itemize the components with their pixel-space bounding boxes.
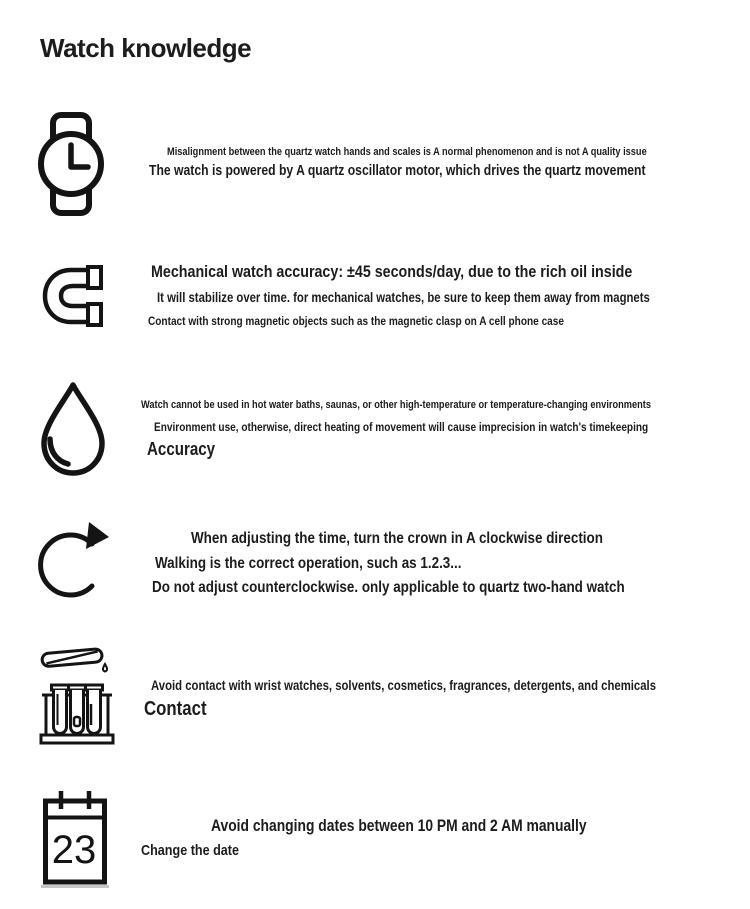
crown-note-line-1: When adjusting the time, turn the crown in A clockwise direction	[191, 530, 603, 547]
calendar-day-number: 23	[51, 828, 97, 872]
calendar-shadow	[41, 885, 109, 888]
chemicals-note-line-1: Avoid contact with wrist watches, solvents, cosmetics, fragrances, detergents, and chemicals	[151, 678, 657, 693]
page-title: Watch knowledge	[40, 33, 252, 63]
calendar-icon	[42, 789, 108, 886]
temperature-note-line-1: Watch cannot be used in hot water baths, saunas, or other high-temperature or temperature-changing environments	[141, 399, 651, 411]
temperature-note-line-2: Environment use, otherwise, direct heating of movement will cause imprecision in watch's timekeeping	[154, 420, 649, 434]
date-note-line-1: Avoid changing dates between 10 PM and 2 AM manually	[211, 817, 587, 835]
crown-note-line-3: Do not adjust counterclockwise. only applicable to quartz two-hand watch	[152, 579, 625, 596]
magnet-icon	[39, 258, 107, 334]
contact-heading: Contact	[144, 698, 207, 720]
magnet-note-line-1: Mechanical watch accuracy: ±45 seconds/day, due to the rich oil inside	[151, 262, 633, 281]
magnet-note-line-2: It will stabilize over time. for mechanical watches, be sure to keep them away from magnets	[157, 290, 650, 305]
test-tubes-icon	[36, 641, 118, 747]
magnet-note-line-3: Contact with strong magnetic objects such as the magnetic clasp on A cell phone case	[148, 314, 564, 328]
quartz-note-line-1: Misalignment between the quartz watch hands and scales is A normal phenomenon and is not A quality issue	[167, 146, 647, 158]
accuracy-heading: Accuracy	[147, 439, 216, 459]
water-drop-icon	[37, 380, 109, 478]
clockwise-rotation-icon	[37, 519, 111, 607]
date-note-line-2: Change the date	[141, 842, 240, 859]
quartz-note-line-2: The watch is powered by A quartz oscillator motor, which drives the quartz movement	[149, 163, 646, 179]
wrist-watch-icon	[35, 112, 107, 216]
crown-note-line-2: Walking is the correct operation, such as 1.2.3...	[155, 555, 462, 572]
